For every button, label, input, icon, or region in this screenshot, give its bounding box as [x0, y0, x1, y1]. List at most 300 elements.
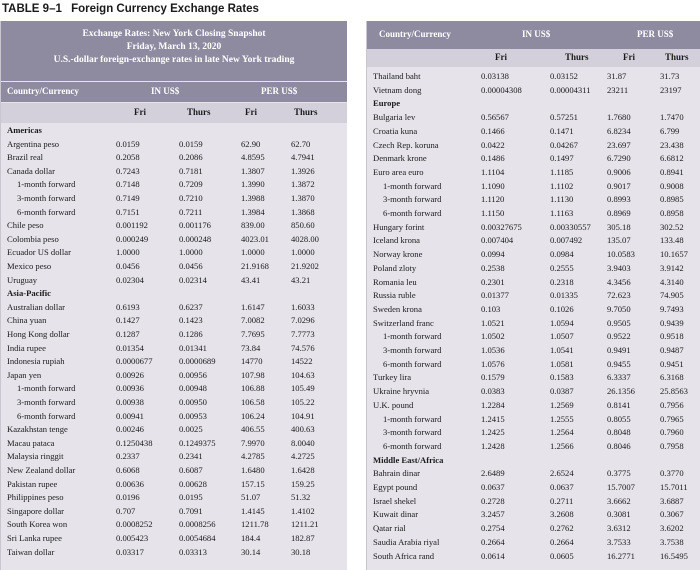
- col-per-us: PER US$: [261, 86, 298, 96]
- rate-in-us-fri: 0.0456: [116, 261, 140, 271]
- rate-per-us-fri: 6.7290: [607, 153, 631, 164]
- currency-label: Sweden krona: [373, 303, 422, 314]
- rate-per-us-thurs: 1.6428: [291, 465, 315, 475]
- currency-label: Philippines peso: [7, 492, 64, 503]
- rate-per-us-thurs: 0.9439: [660, 317, 684, 328]
- rate-in-us-thurs: 0.00004311: [550, 84, 591, 95]
- rate-per-us-fri: 406.55: [241, 424, 265, 435]
- rate-per-us-thurs: 30.18: [291, 546, 311, 557]
- rate-in-us-thurs: 0.2762: [550, 523, 574, 534]
- rate-in-us-thurs: 0.00956: [179, 369, 207, 380]
- rate-per-us-fri: 184.4: [241, 533, 261, 543]
- rate-in-us-thurs: 0.04267: [550, 139, 578, 150]
- rate-in-us-fri: 0.000249: [116, 233, 149, 244]
- currency-label: Brazil real: [7, 152, 44, 163]
- rate-in-us-fri: 0.1466: [481, 125, 505, 136]
- rate-in-us-thurs: 0.6237: [179, 301, 203, 312]
- currency-label: 3-month forward: [17, 397, 76, 407]
- rate-per-us-thurs: 6.6812: [660, 153, 684, 164]
- rate-in-us-fri: 3.2457: [481, 509, 505, 520]
- table-title-bar: [0, 0, 700, 19]
- rate-in-us-thurs: 1.1130: [550, 194, 574, 205]
- rate-per-us-thurs: 0.9451: [660, 358, 684, 369]
- rate-in-us-thurs: 0.1497: [550, 153, 574, 164]
- currency-label: Mexico peso: [7, 261, 52, 271]
- col-thurs-per: Thurs: [294, 107, 318, 117]
- currency-label: 6-month forward: [383, 440, 442, 451]
- rate-per-us-fri: 4.2785: [241, 451, 265, 462]
- rate-in-us-thurs: 0.2664: [550, 536, 574, 547]
- rate-in-us-thurs: 1.0541: [550, 345, 574, 355]
- rate-per-us-thurs: 3.6887: [660, 495, 684, 506]
- rate-per-us-fri: 1.6480: [241, 465, 265, 475]
- rate-per-us-fri: 16.2771: [607, 550, 635, 561]
- rate-in-us-fri: 0.00246: [116, 424, 144, 435]
- rate-per-us-fri: 72.623: [607, 290, 631, 301]
- rate-in-us-fri: 1.1150: [481, 208, 505, 218]
- currency-label: Saudia Arabia riyal: [373, 536, 440, 547]
- rate-in-us-thurs: 0.1286: [179, 329, 203, 339]
- col-thurs-per-right: Thurs: [665, 52, 689, 62]
- currency-label: Macau pataca: [7, 437, 55, 448]
- rate-in-us-fri: 0.6068: [116, 465, 140, 475]
- rate-in-us-thurs: 0.000248: [179, 233, 212, 244]
- rate-in-us-fri: 0.1486: [481, 153, 505, 164]
- currency-label: Switzerland franc: [373, 317, 434, 328]
- rate-in-us-thurs: 0.0456: [179, 261, 203, 271]
- rate-in-us-fri: 0.1250438: [116, 437, 153, 448]
- rate-in-us-thurs: 0.00953: [179, 410, 207, 421]
- section-heading: Asia-Pacific: [7, 288, 51, 299]
- rate-in-us-fri: 0.00926: [116, 369, 144, 380]
- rate-in-us-thurs: 3.2608: [550, 509, 574, 520]
- rate-per-us-fri: 1.3984: [241, 206, 265, 217]
- rate-per-us-fri: 23.697: [607, 139, 631, 150]
- col-in-us-right: IN US$: [522, 29, 551, 39]
- currency-label: Vietnam dong: [373, 84, 422, 95]
- currency-label: Ukraine hryvnia: [373, 386, 430, 397]
- rate-per-us-thurs: 1211.21: [291, 519, 319, 530]
- currency-label: Hungary forint: [373, 221, 425, 232]
- currency-label: Turkey lira: [373, 372, 412, 383]
- rate-in-us-fri: 1.2284: [481, 399, 505, 410]
- rate-per-us-thurs: 104.91: [291, 410, 315, 421]
- currency-label: 6-month forward: [383, 208, 442, 218]
- rate-per-us-thurs: 3.7538: [660, 536, 684, 547]
- rate-in-us-thurs: 0.001176: [179, 220, 211, 231]
- rate-per-us-thurs: 182.87: [291, 533, 315, 543]
- rate-in-us-fri: 1.0536: [481, 345, 505, 355]
- rate-in-us-fri: 0.2538: [481, 262, 505, 273]
- currency-label: 3-month forward: [383, 345, 442, 355]
- rate-per-us-fri: 4023.01: [241, 233, 269, 244]
- rate-in-us-fri: 0.7243: [116, 165, 140, 176]
- right-subcolumn-header: [367, 49, 700, 67]
- col-fri-in: Fri: [134, 107, 146, 117]
- rate-in-us-thurs: 0.57251: [550, 112, 578, 123]
- left-caption-header: [1, 21, 347, 81]
- currency-label: Qatar rial: [373, 523, 406, 534]
- rate-per-us-thurs: 0.7960: [660, 427, 684, 438]
- col-country-currency-right: Country/Currency: [379, 29, 451, 39]
- caption-line-2: Friday, March 13, 2020: [126, 42, 222, 52]
- rate-in-us-thurs: 0.2341: [179, 451, 203, 462]
- rate-in-us-fri: 1.2428: [481, 440, 505, 451]
- rate-per-us-fri: 62.90: [241, 138, 261, 149]
- rate-per-us-fri: 1.3807: [241, 165, 265, 176]
- currency-label: South Africa rand: [373, 550, 435, 561]
- right-table-panel: [366, 21, 700, 570]
- currency-label: Uruguay: [7, 274, 38, 285]
- rate-per-us-fri: 0.8055: [607, 413, 631, 424]
- rate-per-us-fri: 1.3988: [241, 193, 265, 203]
- rate-in-us-thurs: 0.0025: [179, 424, 203, 435]
- currency-label: Australian dollar: [7, 301, 65, 312]
- rate-in-us-thurs: 0.0195: [179, 492, 203, 503]
- rate-in-us-fri: 0.0637: [481, 482, 505, 492]
- rate-per-us-fri: 0.8048: [607, 427, 631, 438]
- rate-per-us-thurs: 51.32: [291, 492, 311, 503]
- rate-in-us-fri: 0.02304: [116, 274, 144, 285]
- rate-per-us-fri: 73.84: [241, 342, 261, 353]
- rate-in-us-thurs: 0.2711: [550, 495, 574, 506]
- rate-in-us-fri: 0.0008252: [116, 519, 153, 530]
- rate-in-us-fri: 0.1287: [116, 329, 140, 339]
- currency-label: U.K. pound: [373, 399, 414, 410]
- rate-per-us-thurs: 74.576: [291, 342, 315, 353]
- col-country-currency: Country/Currency: [7, 86, 79, 96]
- currency-label: Taiwan dollar: [7, 546, 55, 557]
- caption-line-1: Exchange Rates: New York Closing Snapshot: [82, 29, 266, 39]
- rate-per-us-fri: 1.4145: [241, 505, 265, 516]
- rate-in-us-fri: 0.007404: [481, 235, 514, 246]
- rate-in-us-thurs: 0.0054684: [179, 533, 216, 543]
- rate-per-us-fri: 0.3081: [607, 509, 631, 520]
- currency-label: 3-month forward: [383, 427, 442, 438]
- rate-in-us-fri: 0.005423: [116, 533, 149, 543]
- rate-per-us-thurs: 1.3868: [291, 206, 315, 217]
- rate-per-us-thurs: 15.7011: [660, 482, 688, 492]
- rate-in-us-thurs: 0.02314: [179, 274, 207, 285]
- rate-per-us-fri: 1.0000: [241, 247, 265, 258]
- rate-in-us-thurs: 0.7210: [179, 193, 203, 203]
- currency-label: Kazakhstan tenge: [7, 424, 68, 435]
- rate-in-us-fri: 0.0614: [481, 550, 505, 561]
- col-per-us-right: PER US$: [637, 29, 674, 39]
- currency-label: Egypt pound: [373, 482, 418, 492]
- rate-in-us-thurs: 0.007492: [550, 235, 583, 246]
- rate-in-us-fri: 0.0159: [116, 138, 140, 149]
- rate-per-us-fri: 14770: [241, 356, 263, 367]
- rate-per-us-fri: 157.15: [241, 478, 265, 489]
- rate-in-us-thurs: 0.1471: [550, 125, 574, 136]
- rate-per-us-fri: 0.9505: [607, 317, 631, 328]
- rate-per-us-fri: 51.07: [241, 492, 261, 503]
- rate-per-us-thurs: 23197: [660, 84, 682, 95]
- rate-per-us-fri: 21.9168: [241, 261, 269, 271]
- rate-per-us-fri: 3.7533: [607, 536, 631, 547]
- rate-per-us-thurs: 1.3926: [291, 165, 315, 176]
- currency-label: 3-month forward: [17, 193, 76, 203]
- right-column-group-header: [367, 21, 700, 49]
- currency-label: China yuan: [7, 315, 47, 326]
- rate-per-us-thurs: 0.9518: [660, 331, 684, 342]
- rate-per-us-thurs: 4.3140: [660, 276, 684, 287]
- currency-label: Indonesia rupiah: [7, 356, 65, 367]
- rate-in-us-thurs: 1.2569: [550, 399, 574, 410]
- rate-in-us-thurs: 0.0000689: [179, 356, 216, 367]
- currency-label: Kuwait dinar: [373, 509, 419, 520]
- rate-per-us-fri: 10.0583: [607, 249, 635, 260]
- col-fri-per-right: Fri: [623, 52, 635, 62]
- rate-in-us-fri: 0.00941: [116, 410, 144, 421]
- currency-label: New Zealand dollar: [7, 465, 76, 475]
- rate-per-us-fri: 0.9455: [607, 358, 631, 369]
- rate-per-us-thurs: 21.9202: [291, 261, 319, 271]
- rate-per-us-thurs: 31.73: [660, 71, 680, 81]
- rate-in-us-fri: 1.1120: [481, 194, 505, 205]
- currency-label: Ecuador US dollar: [7, 247, 71, 258]
- rate-in-us-thurs: 0.03152: [550, 71, 578, 81]
- rate-in-us-thurs: 0.7211: [179, 206, 203, 217]
- rate-per-us-thurs: 0.8958: [660, 208, 684, 218]
- rate-in-us-thurs: 1.1185: [550, 166, 574, 177]
- rate-in-us-fri: 1.1104: [481, 166, 505, 177]
- currency-label: Czech Rep. koruna: [373, 139, 439, 150]
- col-fri-in-right: Fri: [495, 52, 507, 62]
- rate-in-us-thurs: 0.0984: [550, 249, 574, 260]
- rate-per-us-fri: 0.9017: [607, 180, 631, 191]
- rate-in-us-thurs: 0.1583: [550, 372, 574, 383]
- rate-per-us-thurs: 4.7941: [291, 152, 315, 163]
- rate-in-us-fri: 0.01377: [481, 290, 509, 301]
- currency-label: Canada dollar: [7, 165, 55, 176]
- rate-in-us-thurs: 2.6524: [550, 468, 574, 479]
- rate-per-us-fri: 839.00: [241, 220, 265, 231]
- rate-per-us-fri: 1.7680: [607, 112, 631, 123]
- rate-per-us-thurs: 9.7493: [660, 303, 684, 314]
- currency-label: Japan yen: [7, 369, 42, 380]
- rate-per-us-thurs: 1.0000: [291, 247, 315, 258]
- rate-in-us-thurs: 0.00950: [179, 397, 207, 407]
- rate-in-us-fri: 0.1427: [116, 315, 140, 326]
- rate-in-us-fri: 0.03317: [116, 546, 144, 557]
- rate-in-us-thurs: 0.6087: [179, 465, 203, 475]
- currency-label: Israel shekel: [373, 495, 417, 506]
- currency-label: Romania leu: [373, 276, 417, 287]
- rate-in-us-fri: 0.00004308: [481, 84, 522, 95]
- rate-per-us-thurs: 133.48: [660, 235, 684, 246]
- currency-label: Norway krone: [373, 249, 423, 260]
- rate-per-us-fri: 106.24: [241, 410, 265, 421]
- rate-per-us-fri: 7.9970: [241, 437, 265, 448]
- section-heading: Middle East/Africa: [373, 454, 444, 465]
- rate-in-us-fri: 0.2728: [481, 495, 505, 506]
- rate-per-us-thurs: 16.5495: [660, 550, 688, 561]
- col-fri-per: Fri: [245, 107, 257, 117]
- rate-in-us-fri: 0.2337: [116, 451, 140, 462]
- currency-label: 1-month forward: [383, 331, 442, 342]
- currency-label: Pakistan rupee: [7, 478, 58, 489]
- currency-label: 1-month forward: [17, 383, 76, 394]
- rate-per-us-fri: 1.3990: [241, 179, 265, 190]
- rate-per-us-thurs: 8.0040: [291, 437, 315, 448]
- currency-label: 1-month forward: [383, 180, 442, 191]
- rate-per-us-thurs: 850.60: [291, 220, 315, 231]
- rate-in-us-thurs: 0.03313: [179, 546, 207, 557]
- rate-in-us-fri: 0.707: [116, 505, 136, 516]
- rate-in-us-fri: 2.6489: [481, 468, 505, 479]
- rate-per-us-thurs: 14522: [291, 356, 313, 367]
- rate-in-us-thurs: 1.0000: [179, 247, 203, 258]
- rate-in-us-fri: 0.7148: [116, 179, 140, 190]
- rate-in-us-thurs: 1.0594: [550, 317, 574, 328]
- rate-in-us-thurs: 0.00628: [179, 478, 207, 489]
- rate-per-us-thurs: 1.3870: [291, 193, 315, 203]
- rate-per-us-thurs: 0.8941: [660, 166, 684, 177]
- currency-label: Chile peso: [7, 220, 44, 231]
- rate-per-us-thurs: 159.25: [291, 478, 315, 489]
- rate-per-us-thurs: 0.9008: [660, 180, 684, 191]
- rate-in-us-fri: 0.0383: [481, 386, 505, 397]
- rate-in-us-fri: 0.0422: [481, 139, 505, 150]
- rate-per-us-thurs: 0.7956: [660, 399, 684, 410]
- rate-per-us-fri: 1.6147: [241, 301, 265, 312]
- rate-in-us-thurs: 0.1423: [179, 315, 203, 326]
- col-in-us: IN US$: [151, 86, 180, 96]
- rate-in-us-fri: 1.0576: [481, 358, 505, 369]
- rate-per-us-fri: 43.41: [241, 274, 261, 285]
- col-thurs-in-right: Thurs: [565, 52, 589, 62]
- rate-per-us-thurs: 3.9142: [660, 262, 684, 273]
- rate-per-us-fri: 0.9522: [607, 331, 631, 342]
- currency-label: Singapore dollar: [7, 505, 65, 516]
- currency-label: Sri Lanka rupee: [7, 533, 62, 543]
- rate-per-us-thurs: 4.2725: [291, 451, 315, 462]
- rate-in-us-fri: 0.01354: [116, 342, 144, 353]
- rate-in-us-fri: 0.2664: [481, 536, 505, 547]
- rate-in-us-fri: 0.00327675: [481, 221, 522, 232]
- currency-label: 1-month forward: [383, 413, 442, 424]
- rate-per-us-thurs: 43.21: [291, 274, 311, 285]
- rate-in-us-thurs: 1.0507: [550, 331, 574, 342]
- rate-per-us-fri: 23211: [607, 84, 629, 95]
- rate-in-us-thurs: 0.7091: [179, 505, 203, 516]
- rate-per-us-thurs: 0.7965: [660, 413, 684, 424]
- rate-per-us-thurs: 104.63: [291, 369, 315, 380]
- rate-per-us-thurs: 105.49: [291, 383, 315, 394]
- currency-label: Croatia kuna: [373, 125, 418, 136]
- currency-label: India rupee: [7, 342, 46, 353]
- rate-per-us-thurs: 7.0296: [291, 315, 315, 326]
- col-thurs-in: Thurs: [187, 107, 211, 117]
- rate-per-us-fri: 106.58: [241, 397, 265, 407]
- rate-per-us-thurs: 6.3168: [660, 372, 684, 383]
- rate-in-us-thurs: 0.1026: [550, 303, 574, 314]
- rate-per-us-fri: 0.8993: [607, 194, 631, 205]
- rate-in-us-thurs: 0.2086: [179, 152, 203, 163]
- rate-in-us-fri: 0.56567: [481, 112, 509, 123]
- currency-label: 6-month forward: [17, 410, 76, 421]
- rate-per-us-fri: 6.8234: [607, 125, 631, 136]
- rate-in-us-fri: 0.7149: [116, 193, 140, 203]
- rate-per-us-thurs: 400.63: [291, 424, 315, 435]
- rate-per-us-fri: 0.9491: [607, 345, 631, 355]
- rate-per-us-thurs: 10.1657: [660, 249, 688, 260]
- currency-label: Poland zloty: [373, 262, 417, 273]
- rate-in-us-fri: 0.00938: [116, 397, 144, 407]
- rate-in-us-fri: 0.6193: [116, 301, 140, 312]
- rate-per-us-fri: 0.8046: [607, 440, 631, 451]
- rate-per-us-fri: 3.9403: [607, 262, 631, 273]
- caption-line-3: U.S.-dollar foreign-exchange rates in late New York trading: [53, 55, 295, 65]
- rate-per-us-thurs: 0.3067: [660, 509, 684, 520]
- currency-label: Iceland krona: [373, 235, 421, 246]
- left-subcolumn-header: [1, 103, 347, 123]
- rate-in-us-fri: 0.1579: [481, 372, 505, 383]
- rate-per-us-fri: 107.98: [241, 369, 265, 380]
- rate-per-us-thurs: 23.438: [660, 139, 684, 150]
- rate-per-us-thurs: 25.8563: [660, 386, 688, 397]
- rate-in-us-thurs: 1.1102: [550, 180, 574, 191]
- currency-label: 1-month forward: [17, 179, 76, 190]
- rate-in-us-thurs: 0.7209: [179, 179, 203, 190]
- rate-in-us-thurs: 0.01341: [179, 342, 207, 353]
- rate-per-us-thurs: 1.4102: [291, 505, 315, 516]
- rate-in-us-fri: 1.0521: [481, 317, 505, 328]
- rate-in-us-fri: 0.00636: [116, 478, 144, 489]
- rate-in-us-thurs: 1.2555: [550, 413, 574, 424]
- rate-in-us-fri: 1.2415: [481, 413, 505, 424]
- rate-per-us-fri: 30.14: [241, 546, 261, 557]
- currency-label: Argentina peso: [7, 138, 60, 149]
- rate-per-us-fri: 4.8595: [241, 152, 265, 163]
- rate-in-us-thurs: 1.1163: [550, 208, 574, 218]
- rate-per-us-thurs: 105.22: [291, 397, 315, 407]
- rate-in-us-thurs: 0.00948: [179, 383, 207, 394]
- rate-per-us-fri: 7.0082: [241, 315, 265, 326]
- rate-in-us-fri: 0.7151: [116, 206, 140, 217]
- rate-in-us-thurs: 0.7181: [179, 165, 203, 176]
- rate-per-us-thurs: 4028.00: [291, 233, 319, 244]
- rate-per-us-fri: 135.07: [607, 235, 631, 246]
- table-title: Foreign Currency Exchange Rates: [71, 3, 259, 15]
- section-heading: Americas: [7, 125, 42, 135]
- rate-per-us-fri: 6.3337: [607, 372, 631, 383]
- currency-label: Denmark krone: [373, 153, 427, 164]
- rate-in-us-thurs: 0.01335: [550, 290, 578, 301]
- rate-per-us-thurs: 0.8985: [660, 194, 684, 205]
- rate-per-us-fri: 3.6312: [607, 523, 631, 534]
- rate-per-us-fri: 26.1356: [607, 386, 635, 397]
- rate-in-us-thurs: 0.1249375: [179, 437, 216, 448]
- rate-per-us-fri: 0.9006: [607, 166, 631, 177]
- rate-per-us-thurs: 0.3770: [660, 468, 684, 479]
- rate-per-us-thurs: 7.7773: [291, 329, 315, 339]
- rate-per-us-fri: 1211.78: [241, 519, 269, 530]
- rate-in-us-thurs: 0.2555: [550, 262, 574, 273]
- rate-per-us-thurs: 3.6202: [660, 523, 684, 534]
- rate-in-us-thurs: 0.0387: [550, 386, 574, 397]
- rate-per-us-fri: 15.7007: [607, 482, 635, 492]
- rate-per-us-thurs: 0.9487: [660, 345, 684, 355]
- rate-per-us-fri: 106.88: [241, 383, 265, 394]
- rate-in-us-fri: 0.00936: [116, 383, 144, 394]
- rate-in-us-thurs: 0.00330557: [550, 221, 591, 232]
- currency-label: Colombia peso: [7, 233, 59, 244]
- rate-in-us-thurs: 1.0581: [550, 358, 574, 369]
- rate-in-us-fri: 0.0994: [481, 249, 505, 260]
